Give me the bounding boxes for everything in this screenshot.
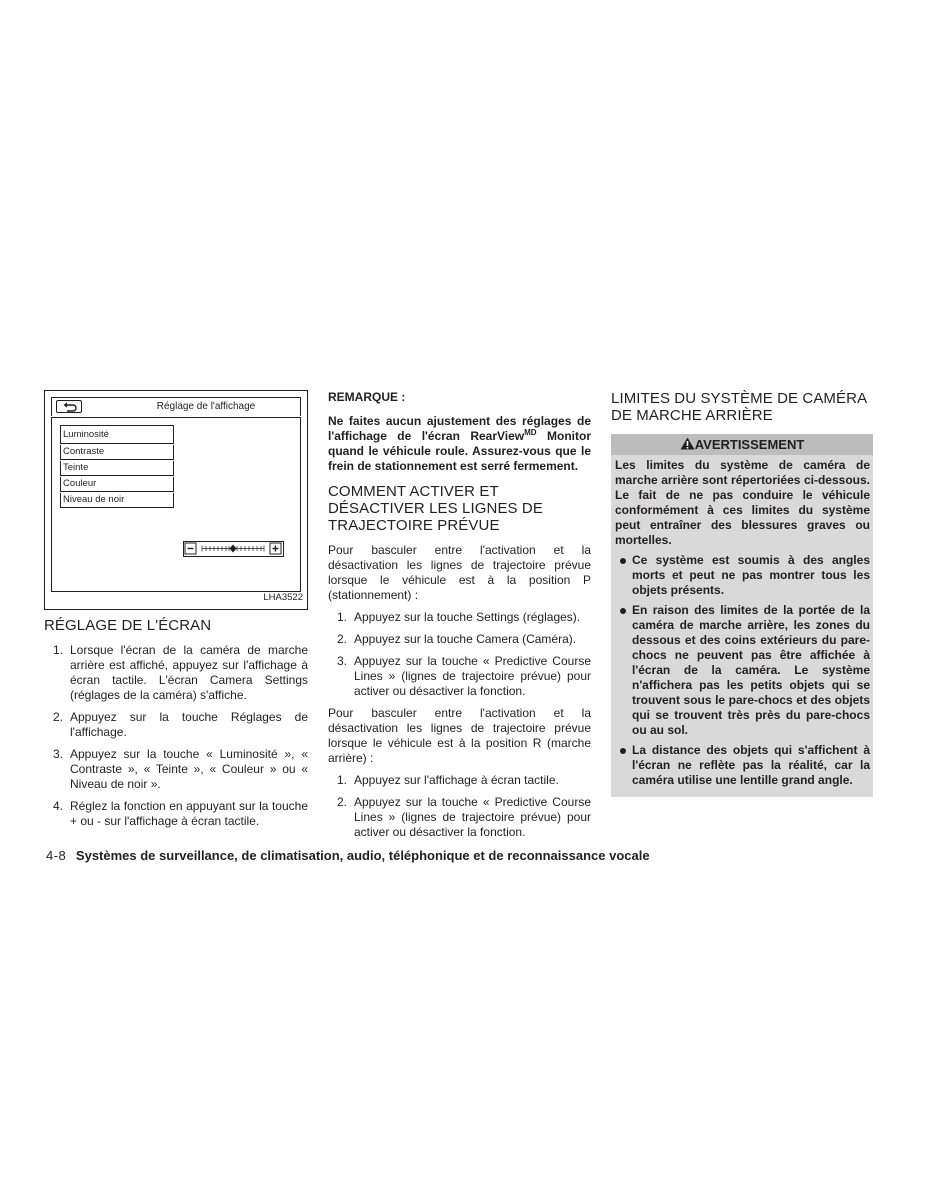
trademark-superscript: MD [524, 428, 537, 437]
page-footer [46, 848, 650, 863]
list-item: 1. Lorsque l'écran de la caméra de marche arrière est affiché, appuyez sur l'affichage à écran tactile. L'écran Camera Settings (réglages de la caméra) s'affiche. [53, 643, 308, 702]
list-item: En raison des limites de la portée de la caméra de marche arrière, les zones du dessous et des coins extérieurs du pare-chocs ne peuvent pas être affichée à l'écran de la caméra. Le système n'affichera pas les petits objets qui se trouvent sous le pare-chocs et des objets qui se trouvent très près du pare-chocs ou au sol. [615, 603, 870, 738]
steps-position-r [328, 773, 591, 840]
settings-menu [60, 425, 174, 509]
chapter-title: Systèmes de surveillance, de climatisation, audio, téléphonique et de reconnaissance vocale [75, 848, 650, 863]
list-item: La distance des objets qui s'affichent à l'écran ne reflète pas la réalité, car la caméra utilise une lentille grand angle. [615, 743, 870, 788]
section-heading-reglage: RÉGLAGE DE L'ÉCRAN [44, 617, 212, 634]
warning-triangle-icon [680, 437, 695, 450]
column-1 [44, 390, 308, 836]
remark-title: REMARQUE : [328, 390, 406, 404]
warning-bullets [615, 553, 870, 788]
screen-title: Réglage de l'affichage [156, 401, 256, 412]
page-number: 4-8 [46, 848, 67, 863]
reglage-steps [44, 643, 308, 829]
bullet-icon [620, 748, 626, 754]
slider-graphic [184, 542, 283, 556]
list-item: 2. Appuyez sur la touche Réglages de l'affichage. [53, 710, 308, 739]
list-item: 2. Appuyez sur la touche « Predictive Course Lines » (lignes de trajectoire prévue) pour activer ou désactiver la fonction. [337, 795, 591, 839]
menu-item-teinte: Teinte [60, 461, 174, 476]
list-item: 3. Appuyez sur la touche « Predictive Course Lines » (lignes de trajectoire prévue) pour activer ou désactiver la fonction. [337, 654, 591, 698]
menu-item-contraste: Contraste [60, 445, 174, 460]
menu-item-luminosite: Luminosité [60, 425, 174, 444]
list-item: 2. Appuyez sur la touche Camera (Caméra). [337, 632, 577, 646]
warning-header [611, 434, 873, 455]
screen-body [51, 417, 301, 592]
menu-item-couleur: Couleur [60, 477, 174, 492]
intro-position-r: Pour basculer entre l'activation et la désactivation les lignes de trajectoire prévue lorsque le véhicule est à la position R (marche arrière) : [328, 706, 591, 765]
steps-position-p [328, 610, 591, 699]
warning-box [611, 434, 873, 797]
section-heading-activer: COMMENT ACTIVER ET DÉSACTIVER LES LIGNES DE TRAJECTOIRE PRÉVUE [328, 483, 543, 534]
list-item: 4. Réglez la fonction en appuyant sur la touche + ou - sur l'affichage à écran tactile. [53, 799, 308, 828]
display-settings-figure [44, 390, 308, 610]
column-3 [611, 390, 873, 797]
bullet-icon [620, 608, 626, 614]
warning-title: AVERTISSEMENT [694, 437, 805, 452]
intro-position-p: Pour basculer entre l'activation et la désactivation les lignes de trajectoire prévue lorsque le véhicule est à la position P (stationnement) : [328, 543, 591, 602]
list-item: Ce système est soumis à des angles morts et peut ne pas montrer tous les objets présents. [615, 553, 870, 598]
warning-intro: Les limites du système de caméra de marche arrière sont répertoriées ci-dessous. Le fait de ne pas conduire le véhicule conformément à ces limites du système peut entraîner des blessures graves ou mortelles. [615, 458, 870, 547]
adjust-slider [183, 541, 284, 557]
remark-text: Ne faites aucun ajustement des réglages de l'affichage de l'écran RearView$^{MD}$ Monitor quand le véhicule roule. Assurez-vous que le frein de stationnement est serré fermement. [328, 414, 591, 473]
screen-header [51, 397, 301, 416]
menu-item-niveau-de-noir: Niveau de noir [60, 493, 174, 508]
list-item: 3. Appuyez sur la touche « Luminosité », « Contraste », « Teinte », « Couleur » ou « Niveau de noir ». [53, 747, 308, 791]
section-heading-limites: LIMITES DU SYSTÈME DE CAMÉRA DE MARCHE ARRIÈRE [611, 390, 867, 424]
list-item: 1. Appuyez sur l'affichage à écran tactile. [337, 773, 559, 787]
figure-id: LHA3522 [263, 592, 303, 603]
bullet-icon [620, 558, 626, 564]
back-arrow-icon [63, 402, 77, 412]
back-button [56, 400, 82, 413]
column-2 [328, 390, 591, 847]
list-item: 1. Appuyez sur la touche Settings (réglages). [337, 610, 581, 624]
